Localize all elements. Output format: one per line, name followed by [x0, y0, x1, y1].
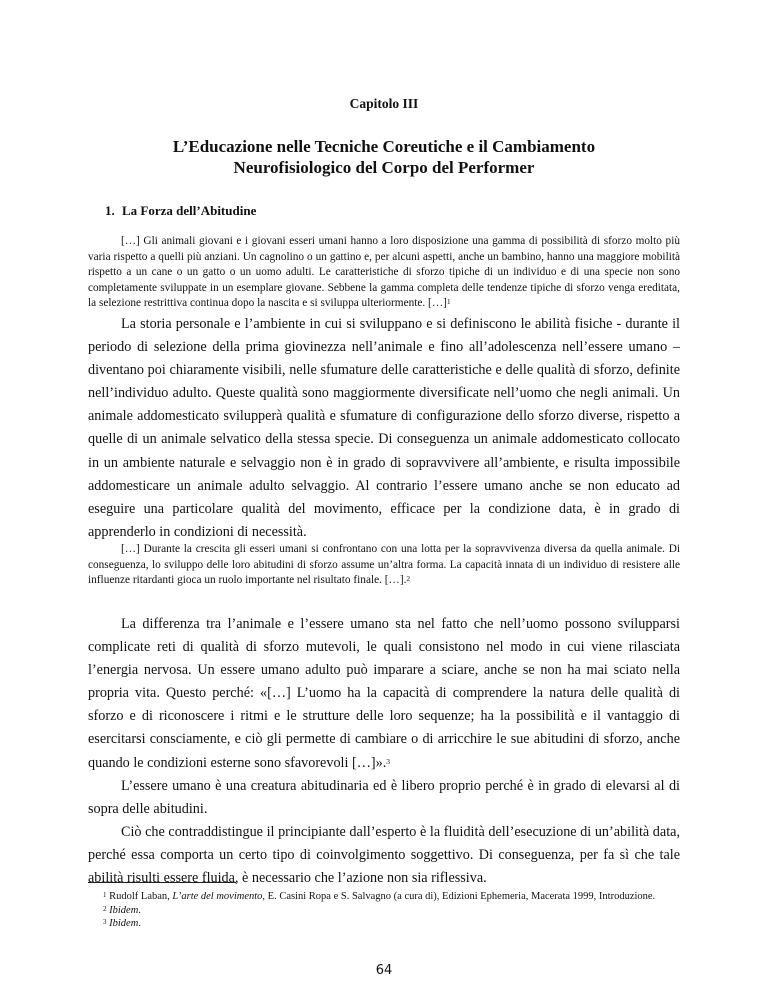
block-quote-1 [88, 234, 680, 312]
body-text-1 [88, 313, 680, 544]
footnote-separator [88, 882, 236, 883]
footnote-ref-3[interactable]: 3 [386, 756, 390, 766]
footnote-3-ibidem: Ibidem [109, 918, 139, 930]
footnote-1 [88, 890, 680, 904]
block-quote-2-text: […] Durante la crescita gli esseri umani si confrontano con una lotta per la sopravvivenza diversa da quella animale. Di conseguenza, lo sviluppo delle loro abitudini di sforzo assume un’altra forma. La capacità innata di un individuo di resistere alle influenze ritardanti gioca un ruolo importante nel risultato finale. […]. [88, 543, 680, 587]
section-title: La Forza dell’Abitudine [122, 203, 257, 218]
footnote-1-number: 1 [103, 891, 107, 899]
footnote-ref-2[interactable]: 2 [406, 574, 411, 584]
block-quote-2 [88, 542, 680, 589]
page-number: 64 [375, 963, 393, 978]
paragraph-4: Ciò che contraddistingue il principiante dall’esperto è la fluidità dell’esecuzione di un’abilità data, perché essa comporta un certo tipo di coinvolgimento soggettivo. Di conseguenza, per fa sì che tale abilità risulti essere fluida, è necessario che l’azione non sia riflessiva. [88, 823, 680, 887]
footnote-3-end: . [138, 918, 141, 930]
section-number: 1. [105, 203, 115, 218]
footnote-3 [88, 917, 680, 931]
body-text-2 [88, 613, 680, 890]
chapter-title-line-2: Neurofisiologico del Corpo del Performer [233, 158, 535, 177]
footnote-3-number: 3 [103, 918, 107, 927]
block-quote-1-text: […] Gli animali giovani e i giovani esseri umani hanno a loro disposizione una gamma di possibilità di sforzo molto più varia rispetto a quelli più anziani. Un cagnolino o un gattino e, per alcuni aspetti, anche un bambino, hanno una maggiore mobilità rispetto a un cane o un gatto o un uomo adulti. Le caratteristiche di sforzo tipiche di un individuo e di una specie non sono completamente sviluppate in un esemplare giovane. Sebbene la gamma completa delle tendenze tipiche di sforzo venga ereditata, la selezione restrittiva continua dopo la nascita e si sviluppa ulteriormente. […] [88, 235, 680, 310]
footnotes [88, 890, 680, 931]
chapter-heading: Capitolo III [349, 96, 419, 111]
footnote-2-number: 2 [103, 904, 107, 913]
paragraph-1: La storia personale e l’ambiente in cui si sviluppano e si definiscono le abilità fisiche - durante il periodo di selezione della prima giovinezza nell’animale e fino all’adolescenza nell’essere umano – diventano poi chiaramente visibili, nelle sfumature delle caratteristiche e delle qualità di sforzo, definite nell’individuo adulto. Queste qualità sono maggiormente diversificate nell’uomo che negli animali. Un animale addomesticato svilupperà qualità e sfumature di configurazione dello sforzo diverse, rispetto a quelle di un animale selvatico della stessa specie. Di conseguenza un animale addomesticato collocato in un ambiente naturale e selvaggio non è in grado di sopravvivere all’ambiente, e risulta impossibile addomesticare un animale adulto selvaggio. Al contrario l’essere umano anche se non educato ad eseguire una particolare qualità del movimento, efficace per la condizione data, è in grado di apprenderlo in condizioni di necessità. [88, 316, 680, 540]
chapter-title [88, 136, 680, 178]
paragraph-2-text: La differenza tra l’animale e l’essere umano sta nel fatto che nell’uomo possono svilupparsi complicate reti di qualità di sforzo mutevoli, le quali consistono nel modo in cui viene rilasciata l’energia nervosa. Un essere umano adulto può imparare a sciare, anche se non ha mai sciato nella propria vita. Questo perché: «[…] L’uomo ha la capacità di comprendere la natura delle qualità di sforzo e di riconoscere i ritmi e le strutture delle loro sequenze; ha la possibilità e il vantaggio di esercitarsi consciamente, e ciò gli permette di cambiare o di arricchire le sue abitudini di sforzo, anche quando le condizioni esterne sono sfavorevoli […]». [88, 616, 680, 771]
footnote-1-text: Rudolf Laban, [109, 891, 173, 902]
footnote-1-details: , E. Casini Ropa e S. Salvagno (a cura di), Edizioni Ephemeria, Macerata 1999, Introduzione. [262, 891, 656, 902]
footnote-2-end: . [138, 904, 141, 916]
footnote-2-ibidem: Ibidem [109, 904, 139, 916]
paragraph-3: L’essere umano è una creatura abitudinaria ed è libero proprio perché è in grado di elevarsi al di sopra delle abitudini. [88, 777, 680, 817]
footnote-1-work-title: L’arte del movimento [172, 891, 263, 902]
section-heading [105, 203, 256, 219]
footnote-2 [88, 904, 680, 918]
chapter-title-line-1: L’Educazione nelle Tecniche Coreutiche e il Cambiamento [172, 137, 596, 156]
paragraph-2 [88, 613, 680, 775]
footnote-ref-1[interactable]: 1 [446, 297, 451, 307]
